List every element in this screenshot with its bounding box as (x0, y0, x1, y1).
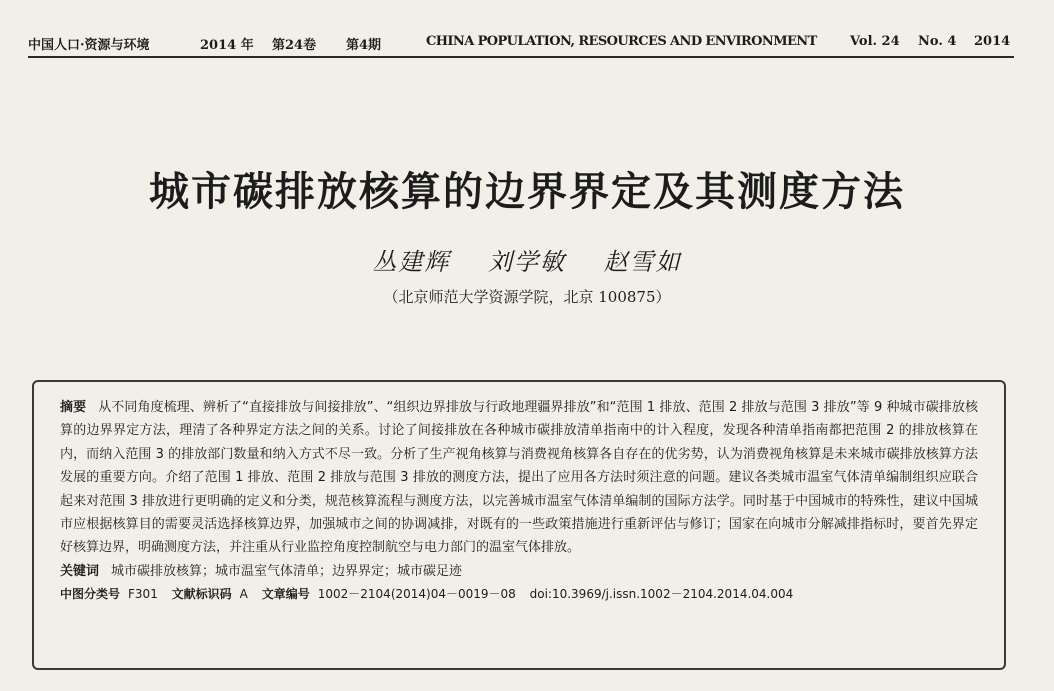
issue-en: No. 4 (918, 34, 957, 49)
doc-code-label: 文献标识码 (171, 587, 232, 602)
abstract-paragraph (60, 396, 978, 560)
clc-value: F301 (128, 587, 158, 602)
year-cn: 2014 年 (200, 38, 254, 53)
author-name: 刘学敏 (488, 248, 566, 276)
author-name: 赵雪如 (603, 248, 682, 276)
doi-value: doi:10.3969/j.issn.1002－2104.2014.04.004 (529, 587, 794, 602)
doc-code-value: A (239, 587, 248, 602)
abstract-text: 从不同角度梳理、辨析了“直接排放与间接排放”、“组织边界排放与行政地理疆界排放”和“范围 1 排放、范围 2 排放与范围 3 排放”等 9 种城市碳排放核算的边界界定方法，理清了各种界定方法之间的关系。讨论了间接排放在各种城市碳排放清单指南中的计入程度，发现各种清单指南都把范围 2 的排放核算在内，而纳入范围 3 的排放部门数量和纳入方式不尽一致。分析了生产视角核算与消费视角核算各自存在的优劣势，认为消费视角核算是未来城市碳排放核算方法发展的重要方向。介绍了范围 1 排放、范围 2 排放与范围 3 排放的测度方法，提出了应用各方法时须注意的问题。建议各类城市温室气体清单编制组织应联合起来对范围 3 排放进行更明确的定义和分类，规范核算流程与测度方法，以完善城市温室气体清单编制的国际方法学。同时基于中国城市的特殊性，建议中国城市应根据核算目的需要灵活选择核算边界，加强城市之间的协调减排，对既有的一些政策措施进行重新评估与修订；国家在向城市分解减排指标时，要首先界定好核算边界，明确测度方法，并注重从行业监控角度控制航空与电力部门的温室气体排放。 (60, 400, 978, 556)
abstract-label: 摘要 (60, 400, 87, 415)
article-no-value: 1002－2104(2014)04－0019－08 (317, 587, 516, 602)
classification-line (60, 583, 978, 606)
abstract-box (32, 380, 1006, 670)
volume-en: Vol. 24 (850, 34, 900, 49)
issue-cn: 第4期 (346, 38, 382, 53)
keywords-text: 城市碳排放核算；城市温室气体清单；边界界定；城市碳足迹 (111, 563, 463, 579)
journal-name-en: CHINA POPULATION, RESOURCES AND ENVIRONMENT (426, 34, 817, 49)
author-name: 丛建辉 (372, 248, 451, 276)
keywords-label: 关键词 (60, 563, 100, 579)
keywords-line (60, 560, 978, 583)
author-affiliation: （北京师范大学资源学院，北京 100875） (383, 288, 671, 306)
author-list (0, 242, 1054, 277)
journal-header (28, 30, 1014, 58)
article-no-label: 文章编号 (261, 587, 310, 602)
volume-cn: 第24卷 (272, 38, 317, 53)
year-en: 2014 (974, 34, 1011, 49)
article-title: 城市碳排放核算的边界界定及其测度方法 (149, 168, 905, 215)
clc-label: 中图分类号 (60, 587, 121, 602)
journal-name-cn: 中国人口·资源与环境 (28, 38, 150, 53)
